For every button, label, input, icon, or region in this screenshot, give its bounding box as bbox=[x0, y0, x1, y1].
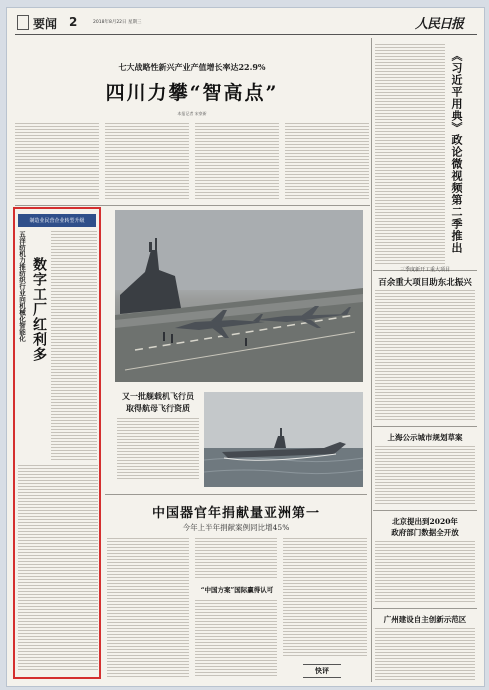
lead-body-col-1 bbox=[15, 123, 99, 201]
featured-column-frame bbox=[13, 207, 101, 679]
photo-caption-line-1: 又一批舰载机飞行员 bbox=[122, 391, 194, 401]
story4-headline-line-1: 北京提出到2020年 bbox=[392, 517, 458, 526]
lead-bottom-rule bbox=[15, 205, 370, 206]
right-rule-4 bbox=[373, 608, 477, 609]
lead-body-col-2 bbox=[105, 123, 189, 201]
story5-body bbox=[375, 628, 475, 680]
vertical-rule-right bbox=[371, 38, 372, 682]
column-body-top bbox=[51, 231, 97, 461]
bottom-subhead: 今年上半年捐献案例同比增45% bbox=[182, 523, 290, 532]
bottom-headline: 中国器官年捐献量亚洲第一 bbox=[151, 506, 320, 521]
bottom-story-rule bbox=[105, 494, 367, 495]
bottom-body-col-1 bbox=[107, 538, 189, 678]
right-rule-3 bbox=[373, 510, 477, 511]
story4-body bbox=[375, 541, 475, 603]
column-subhead: 五洋纺机力推纺织行业向机械化智能化 bbox=[18, 231, 26, 342]
page-number: 2 bbox=[69, 15, 78, 29]
photo-caption-body bbox=[117, 418, 199, 480]
story3-headline: 上海公示城市规划草案 bbox=[387, 433, 463, 442]
bottom-body-col-2-bottom bbox=[195, 600, 277, 678]
photo-caption-line-2: 取得航母飞行资质 bbox=[126, 403, 190, 413]
section-box bbox=[17, 15, 29, 30]
bottom-body-col-2-top bbox=[195, 538, 277, 580]
comment-label-box bbox=[303, 664, 341, 678]
lead-byline: 本报记者 宋豪新 bbox=[177, 111, 207, 116]
story2-kicker: 三季度新开工重大项目 bbox=[399, 267, 450, 273]
lead-kicker: 七大战略性新兴产业产值增长率达22.9% bbox=[118, 62, 266, 72]
section-label: 要闻 bbox=[33, 17, 58, 31]
column-banner bbox=[18, 214, 96, 227]
story3-body bbox=[375, 446, 475, 506]
lead-body-col-3 bbox=[195, 123, 279, 201]
carrier-ship-illustration bbox=[204, 392, 363, 487]
column-headline: 数字工厂红利多 bbox=[31, 257, 47, 362]
right-rule-2 bbox=[373, 426, 477, 427]
carrier-at-sea-photo bbox=[204, 392, 363, 487]
story2-body bbox=[375, 290, 475, 422]
lead-headline: 四川力攀“智高点” bbox=[105, 82, 279, 104]
bottom-inner-head: “中国方案”国际赢得认可 bbox=[200, 586, 274, 594]
carrier-deck-illustration bbox=[115, 210, 363, 382]
column-body-bottom bbox=[18, 465, 98, 670]
newspaper-page bbox=[6, 7, 485, 687]
series-story-body bbox=[375, 44, 445, 266]
lead-body-col-4 bbox=[285, 123, 369, 201]
story4-headline-line-2: 政府部门数据全开放 bbox=[391, 528, 459, 537]
story2-headline: 百余重大项目助东北振兴 bbox=[378, 278, 472, 288]
header-rule bbox=[15, 34, 477, 35]
aircraft-carrier-photo bbox=[115, 210, 363, 382]
newspaper-logo: 人民日报 bbox=[415, 17, 464, 32]
comment-label: 快评 bbox=[315, 666, 329, 675]
column-banner-text: 制造业民营企业转型升级 bbox=[29, 218, 85, 224]
dateline: 2018年8月22日 星期三 bbox=[93, 20, 142, 25]
story5-headline: 广州建设自主创新示范区 bbox=[383, 615, 467, 624]
bottom-body-col-3 bbox=[283, 538, 367, 658]
video-series-title: 《习近平用典》政论微视频第二季推出 bbox=[450, 50, 463, 254]
page-header bbox=[7, 8, 484, 36]
